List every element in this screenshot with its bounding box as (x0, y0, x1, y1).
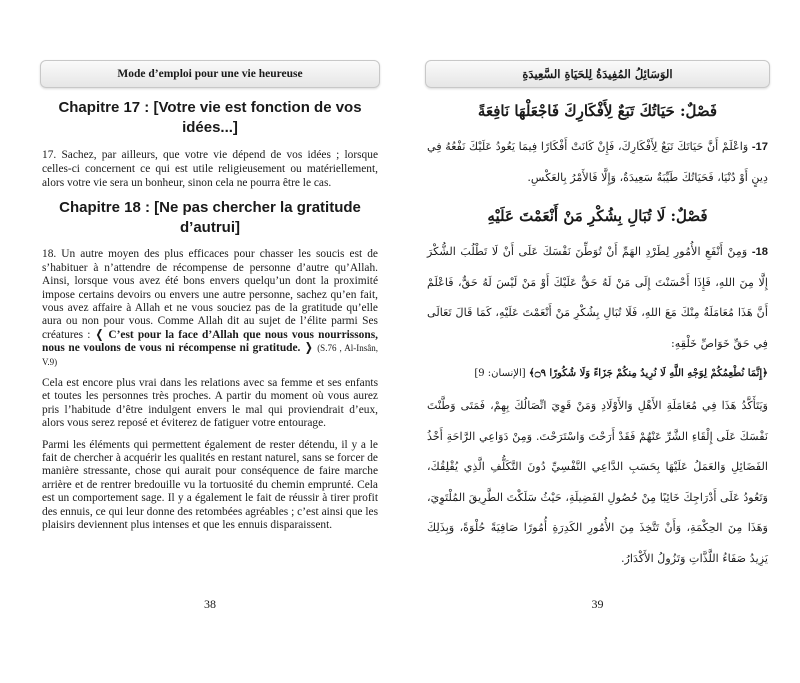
chapter-18-paragraph (42, 248, 378, 369)
chapter-17-title: Chapitre 17 : [Votre vie est fonction de vos idées...] (58, 99, 362, 136)
section-1-title: فَصْلٌ: حَيَاتُكَ تَبَعٌ لِأَفْكَارِكَ فَاجْعَلْهَا نَافِعَةً (477, 102, 718, 120)
section-2-continuation: وَيَتَأَكَّدُ هَذَا فِي مُعَامَلَةِ الأَهْلِ وَالأَوْلَادِ وَمَنْ قَوِيَ اتِّصَالُكَ بِهِمْ، فَمَتَى وَطَّنْتَ نَفْسَكَ عَلَى إِلْقَاءِ الشَّرِّ عَنْهُمْ فَقَدْ أَرَحْتَ وَاسْتَرَحْتَ. وَمِنْ دَوَاعِي الرَّاحَةِ أَخْذُ الفَضَائِلِ وَالعَمَلُ عَلَيْهَا بِحَسَبِ الدَّاعِي النَّفْسِيِّ دُونَ التَّكَلُّفِ الَّذِي يُقْلِقُكَ، وَتَعُودُ عَلَى أَدْرَاجِكَ خَائِبًا مِنْ حُصُولِ الفَضِيلَةِ، حَيْثُ سَلَكْتَ الطَّرِيقَ المُلْتَوِيَ، وَهَذَا مِنَ الحِكْمَةِ، وَأَنْ تَتَّخِذَ مِنَ الأُمُورِ الكَدِرَةِ أُمُورًا صَافِيَةً حُلْوَةً، وَبِذَلِكَ يَزِيدُ صَفَاءُ اللَّذَّاتِ وَتَزُولُ الأَكْدَارُ. (427, 399, 768, 565)
chapter-18-text: 18. Un autre moyen des plus efficaces pour chasser les soucis est de s’habituer à n’attendre de récompense de personne d’autre qu’Allah. Ainsi, lorsque vous avez été bons envers quelqu’un dont la proximité impose certains devoirs ou envers une autre personne, sachez qu’en fait, vous avez affaire à Allah et ne vous souciez pas de la gratitude qu’elle aura ou non pour vous. Comme Allah dit au sujet de l’élite parmi Ses créatures : (42, 248, 378, 341)
right-page-body (425, 102, 770, 574)
section-1-text: وَاعْلَمْ أَنَّ حَيَاتَكَ تَبَعٌ لِأَفْكَارِكَ، فَإِنْ كَانَتْ أَفْكَارًا فِيمَا يَعُودُ عَلَيْكَ نَفْعُهُ فِي دِينٍ أَوْ دُنْيَا، فَحَيَاتُكَ طَيِّبَةٌ سَعِيدَةٌ، وَإِلَّا فَالأَمْرُ بِالعَكْسِ. (427, 140, 768, 184)
left-page-header (40, 60, 380, 88)
right-page-number: 39 (591, 597, 604, 611)
chapter-17-paragraph: 17. Sachez, par ailleurs, que votre vie dépend de vos idées ; lorsque celles-ci concernent ce qui est utile religieusement ou matériellement, alors votre vie sera un bonheur, sinon cela ne pourra être le cas. (42, 149, 378, 190)
verse-reference: [الإنسان: 9] (474, 368, 526, 379)
left-page-body (40, 98, 380, 532)
verse-text: ﴿إِنَّمَا نُطْعِمُكُمْ لِوَجْهِ اللَّهِ لَا نُرِيدُ مِنكُمْ جَزَاءً وَلَا شُكُورًا ۝٩﴾ (528, 368, 768, 379)
paragraph-2: Cela est encore plus vrai dans les relations avec sa femme et ses enfants et toutes les personnes très proches. A partir du moment où vous aurez pris l’habitude d’être indulgent envers le mal qui proviendrait d’eux, alors vous serez reposé et éviterez de fatiguer votre entourage. (42, 376, 378, 430)
left-page-number: 38 (204, 597, 216, 611)
section-2-number: 18- (751, 246, 768, 258)
right-header-title: الوَسَائِلُ المُفِيدَةُ لِلحَيَاةِ السَّعِيدَةِ (522, 67, 673, 81)
section-1-number: 17- (751, 141, 768, 153)
chapter-18-reference: (S.76 , Al-Insân, V.9) (42, 343, 378, 367)
left-page (40, 60, 380, 620)
right-page-header (425, 60, 770, 88)
section-2-text: وَمِنْ أَنْفَعِ الأُمُورِ لِطَرْدِ الهَمِّ أَنْ تُوَطِّنَ نَفْسَكَ عَلَى أَنْ لَا تَطْلُبَ الشُّكْرَ إِلَّا مِنَ اللهِ، فَإِذَا أَحْسَنْتَ إِلَى مَنْ لَهُ حَقٌّ عَلَيْكَ أَوْ مَنْ لَيْسَ لَهُ حَقٌّ، فَاعْلَمْ أَنَّ هَذَا مُعَامَلَةٌ مِنْكَ مَعَ اللهِ، فَلَا تُبَالِ بِشُكْرِ مَنْ أَنْعَمْتَ عَلَيْهِ، كَمَا قَالَ تَعَالَى فِي حَقِّ خَوَاصِّ خَلْقِهِ: (427, 245, 768, 350)
section-2-title: فَصْلٌ: لَا تُبَالِ بِشُكْرِ مَنْ أَنْعَمْتَ عَلَيْهِ (487, 207, 708, 225)
right-page (425, 60, 770, 620)
chapter-18-title: Chapitre 18 : [Ne pas chercher la gratitude d’autrui] (59, 199, 361, 237)
quran-verse (427, 361, 768, 387)
chapter-18-quote: ❬ C’est pour la face d’Allah que nous vous nourrissons, nous ne voulons de vous ni récompense ni gratitude. ❭ (42, 328, 378, 355)
left-header-title: Mode d’emploi pour une vie heureuse (117, 68, 303, 80)
section-2-paragraph (427, 237, 768, 359)
section-1-paragraph (427, 132, 768, 193)
paragraph-3: Parmi les éléments qui permettent également de rester détendu, il y a le fait de chercher à acquérir les qualités en restant naturel, sans se forcer de manière stressante, chose qui aurait pour conséquence de faire marche arrière et de rentrer bredouille vu la tortuosité du chemin emprunté. Cela est un comportement sage. Il y a également le fait de réussir à tirer profit des ennuis, ce qui leur donne des retombées agréables ; c’est ainsi que les plaisirs deviennent plus intenses et que les ennuis disparaissent. (42, 438, 378, 531)
